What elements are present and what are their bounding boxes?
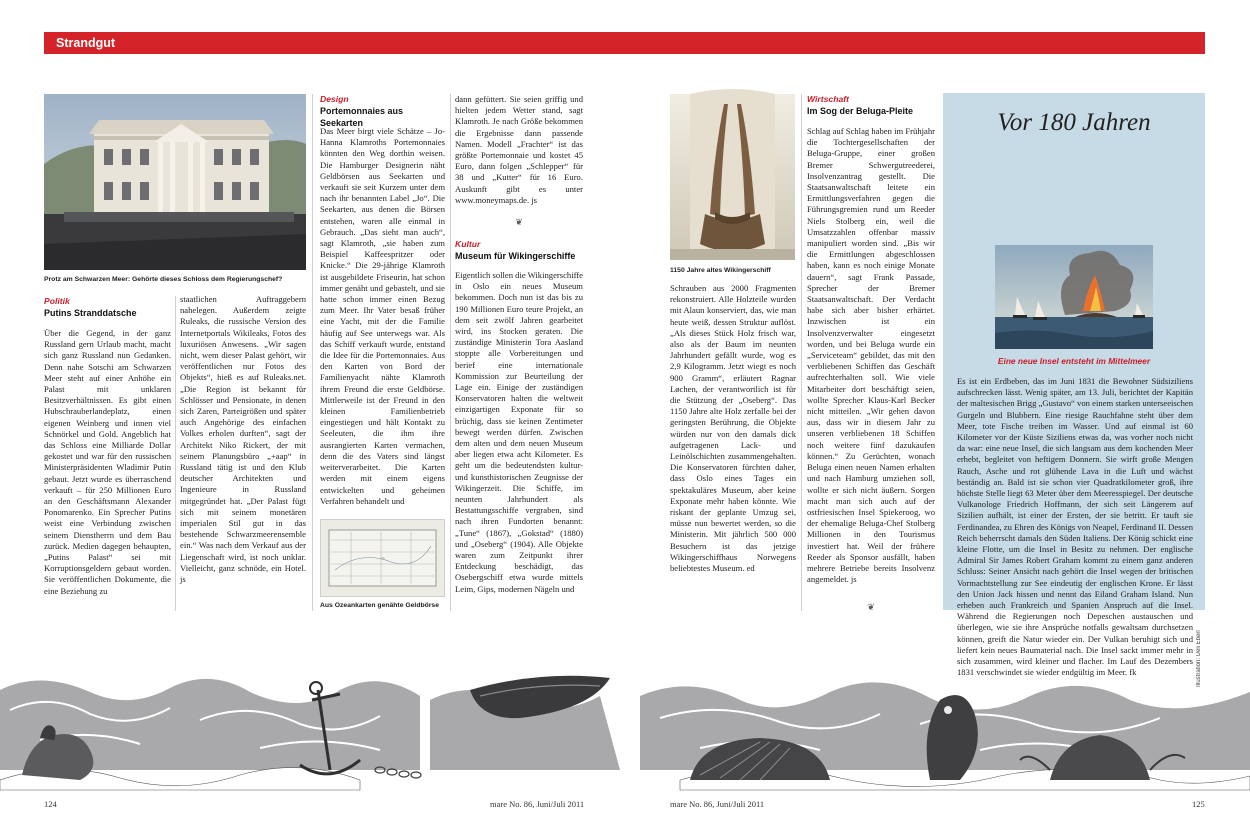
right-issue-info: mare No. 86, Juni/Juli 2011 <box>670 799 765 809</box>
sidebar-text <box>957 376 1193 678</box>
wallet-photo-caption: Aus Ozeankarten genähte Geldbörse <box>320 602 439 609</box>
putin-column-1 <box>44 328 171 611</box>
viking-ship-caption: 1150 Jahre altes Wikingerschiff <box>670 267 771 274</box>
kultur-text-2: Schrauben aus 2000 Fragmenten rekonstruiert. Alle Holzteile wurden mit Alaun konserviert, das, wie man heute weiß, dessen Struktur auflöst. „Als dieses Stück Holz frisch war, also als der Baum im neunten Jahrhundert gefällt wurde, wog es 2,9 Kilogramm. Jetzt wiegt es noch 900 Gramm“, erläutert Ragnar Løchen, der verantwortlich ist für die Stützung der „Oseberg“. Das 1150 Jahre alte Holz zerfalle bei der geringsten Berührung, die Objekte würden nur von den damals dick aufgetragenen Lack- und Leinölschichten zusammengehalten. Die Konservatoren fürchten daher, dass Oslo eines Tages ein spektakuläres Museum, aber keine Exponate mehr haben könnte. Wie riskant der geplante Umzug sei, müsse nun bewertet werden, so die Ministerin. Mit jährlich 500 000 Besuchern ist das jetzige Wikingerschiffhaus Norwegens beliebtestes Museum. ed <box>670 283 796 574</box>
wirtschaft-kicker: Wirtschaft <box>807 94 849 104</box>
putin-text-1: Über die Gegend, in der ganz Russland gern Urlaub macht, macht sich ganz Russland nun Gedanken. Denn nahe Sotschi am Schwarzen Meer steht auf einer Anhöhe ein Palast mit unklaren Besitzverhältnissen. Es gibt einen Hubschrauberlandeplatz, einen eigenen Weinberg und innen viel Schnörkel und Gold. Angeblich hat das Schloss eine Milliarde Dollar gekostet und war für den russischen Ministerpräsidenten Wladimir Putin gebaut. Jetzt wurde es überraschend verkauft – für 250 Millionen Euro an den Geschäftsmann Alexander Ponomarenko. Ein Sprecher Putins weist eine Verbindung zwischen seinem Dienstherrn und dem Bau zurück. Medien dagegen behaupten, „Putins Palast“ sei mit Korruptionsgeldern gebaut worden. Sie veröffentlichen Dokumente, die eine Beziehung zu <box>44 328 171 596</box>
volcano-painting <box>995 245 1153 349</box>
section-header <box>44 32 1205 54</box>
putin-text-2: staatlichen Auftraggebern nahelegen. Außerdem zeigte Ruleaks, die russische Version des Internetportals Wikileaks, Fotos des luxuriösen Anwesens. „Wir sagen nicht, wem dieser Palast gehört, wir veröffentlichen nur Fotos des Objekts“, hieß es auf Ruleaks.net. „Die Region ist bekannt für Schlösser und Pensionate, in denen sich Zaren, Parteigrößen und später auch Angehörige des einfachen Volkes erholen durften“, sagt der Architekt Niko Rickert, der mit seinem Planungsbüro „+aap“ in Russland tätig ist und den Klub deutscher Architekten und Ingenieure in Russland mitgegründet hat. „Der Palast fügt sich mit seinem monetären imperialen Stil gut in das bestehende Schwarzmeerensemble ein.“ Was nach dem Verkauf aus der Liegenschaft wird, ist noch unklar. Vielleicht, ganz schnöde, ein Hotel. js <box>180 294 306 585</box>
putin-kicker: Politik <box>44 296 70 306</box>
putin-column-2 <box>180 294 306 611</box>
sidebar-caption: Eine neue Insel entsteht im Mittelmeer <box>997 356 1151 366</box>
kultur-column-2 <box>670 283 796 611</box>
kultur-kicker: Kultur <box>455 239 481 249</box>
column-divider <box>450 94 451 611</box>
design-column-1 <box>320 126 445 509</box>
kultur-headline: Museum für Wikingerschiffe <box>455 251 576 261</box>
illustration-credit: Illustration: Ueli Eberl <box>1196 630 1202 687</box>
design-column-2 <box>455 94 583 209</box>
wirtschaft-column <box>807 126 935 596</box>
section-title: Strandgut <box>56 36 116 50</box>
palace-photo-caption: Protz am Schwarzen Meer: Gehörte dieses Schloss dem Regierungschef? <box>44 276 283 283</box>
article-separator: ❦ <box>515 217 523 227</box>
kultur-article <box>455 239 583 266</box>
right-page-number: 125 <box>1192 799 1205 809</box>
palace-photo <box>44 94 306 270</box>
left-page-number: 124 <box>44 799 57 809</box>
column-divider <box>175 296 176 611</box>
wirtschaft-article <box>807 94 935 121</box>
design-headline: Portemonnaies aus Seekarten <box>320 106 404 128</box>
column-divider <box>801 94 802 611</box>
left-issue-info: mare No. 86, Juni/Juli 2011 <box>490 799 585 809</box>
column-divider <box>312 94 313 611</box>
kultur-text-1: Eigentlich sollen die Wikingerschiffe in Oslo ein neues Museum bekommen. Doch nun ist das bis zu 190 Millionen Euro teure Projekt, an dem seit zwölf Jahren gearbeitet wird, ins Stocken geraten. Die zuständige Ministerin Tora Aasland stoppte alle Vorbereitungen und berief eine internationale Kommission zur Beurteilung der Lage ein. Einige der zuständigen Konservatoren halten die weltweit einzigartigen Exponate für so brüchig, dass sie keinen Zentimeter bewegt werden dürfen. Zwischen dem alten und dem neuen Museum aber liegen etwa acht Kilometer. Es geht um die bedeutendsten kultur- und kunsthistorischen Zeugnisse der Wikingerzeit. Die Schiffe, im neunten Jahrhundert als Bestattungsschiffe vergraben, sind nach ihren Fundorten benannt: „Tune“ (1867), „Gokstad“ (1880) und „Oseberg“ (1904). Alle Objekte waren zum Zeitpunkt ihrer Entdeckung beschädigt, das Osebergschiff etwa wurde mittels Leim, Gips, modernen Nägeln und <box>455 270 583 594</box>
viking-ship-photo <box>670 94 795 260</box>
putin-headline: Putins Stranddatsche <box>44 308 137 318</box>
sea-creatures-illustration <box>0 630 1250 790</box>
article-separator: ❦ <box>867 602 875 612</box>
svg-text:~: ~ <box>381 556 385 562</box>
sidebar-body: Es ist ein Erdbeben, das im Juni 1831 die Bewohner Südsiziliens aufschrecken lässt. Wenig später, am 13. Juli, berichtet der Kapitän der maltesischen Brigg „Gustavo“ von einem starken unterseeischen Gurgeln und Blubbern. Eine riesige Rauchfahne steht über dem Meer, tote Fische treiben im Wasser. Und auf einmal ist 60 Kilometer vor der Küste Siziliens etwas da, was vorher noch nicht da war: eine neue Insel, die sich langsam aus dem kochenden Meer erhebt, begleitet von heftigem Donnern. Sie wirft große Mengen Rauch, Asche und rot glühende Lava in die Luft und wächst beständig an. Bald ist sie schon vier Quadratkilometer groß, ihre höchste Stelle liegt 63 Meter über dem Meeresspiegel. Der deutsche Vulkanologe Friedrich Hoffmann, der sich seit Längerem auf Sizilien aufhält, ist einer der Ersten, der sie betritt. Er tauft sie Ferdinandea, zu Ehren des Königs von Neapel, Ferdinand II. Dessen Reich beherrscht damals den Süden Italiens. Der König schickt eine kleine Flotte, um die Insel in Besitz zu nehmen. Der englische Admiral Sir James Robert Graham kommt zu einem ganz anderen Schluss: Seiner Ansicht nach gehört die Insel wegen der britischen Vormachtstellung zur See eindeutig der englischen Krone. Er lässt den Union Jack hissen und nennt das Eiland Graham Island. Nun erheben auch Frankreich und Spanien Anspruch auf die Insel. Während die Regierungen noch Depeschen austauschen und überlegen, wie sie ihre Ansprüche notfalls gewaltsam durchsetzen können, greift die Natur wieder ein. Der Vulkan beruhigt sich und liefert kein neues Baumaterial nach. Die Insel sackt immer mehr in sich zusammen, wird kleiner und flacher. Im Lauf des Dezembers 1831 verschwindet sie wieder endgültig im Meer. fk <box>957 376 1193 678</box>
sidebar-title: Vor 180 Jahren <box>997 109 1151 136</box>
design-text-1: Das Meer birgt viele Schätze – Jo-Hanna Klamroths Portemonnaies könnten den Weg dorthin weisen. Die Hamburger Designerin näht Geldbörsen aus Seekarten und verkauft sie seit Kurzem unter dem nach ihr benannten Label „Jo“. Die Seekarten, aus denen die Börsen entstehen, waren alle einmal in Gebrauch. „Das sieht man auch“, sagt Klamroth, „sie haben zum Beispiel Kaffeespritzer oder Knicke.“ Die 29-jährige Klamroth ist ausgebildete Friseurin, hat schon immer genäht und gebastelt, und sie hatte schon immer einen Bezug zum Meer. Ihr Vater besaß früher eine Yacht, mit der die Familie häufig auf See unterwegs war. Als das Schiff verkauft wurde, entstand die Idee für die Portemonnaies. Aus den Karten von Bord der Familienyacht nähte Klamroth ihrem Freund die erste Geldbörse. Mittlerweile ist der Freund in den kleinen Familienbetrieb eingestiegen und hält Kontakt zu Seeleuten, die ihm ihre ausrangierten Karten vermachen, denn die des Vaters sind längst weiterverarbeitet. Die Karten werden mit einem eigens entwickelten und geheimen Verfahren behandelt und <box>320 126 445 506</box>
design-text-2: dann gefüttert. Sie seien griffig und hielten jedem Wetter stand, sagt Klamroth. Je nach Größe bekommen die Ergebnisse dann passende Namen. Modell „Frachter“ ist das größte Portemonnaie und kostet 45 Euro, dann folgen „Schlepper“ für 38 und „Kutter“ für 16 Euro. Auskunft gibt es unter www.moneymaps.de. js <box>455 94 583 205</box>
design-kicker: Design <box>320 94 349 104</box>
wirtschaft-headline: Im Sog der Beluga-Pleite <box>807 106 914 116</box>
wirtschaft-text: Schlag auf Schlag haben im Frühjahr die Tochtergesellschaften der Beluga-Gruppe, einer großen Bremer Schwergutreederei, Insolvenzantrag gestellt. Die Staatsanwaltschaft leitete ein Ermittlungsverfahren gegen die Führungsgremien rund um Reeder Niels Stolberg ein, weil die Umsatzzahlen offenbar massiv manipuliert worden sind. „Bis wir die Ermittlungen abgeschlossen haben, kann es noch einige Monate dauern“, sagt Frank Passade, Sprecher der Bremer Staatsanwaltschaft. Der Verdacht habe sich aber bisher erhärtet. Inzwischen ist ein Insolvenzverwalter eingesetzt worden, und bei Beluga wurde ein „Serviceteam“ gebildet, das mit den verbliebenen Schiffen das Geschäft aufrechterhalten soll. Wie viele Mitarbeiter dort beschäftigt seien, wollte Sprecher Klaus-Karl Becker nicht mitteilen. „Wir gehen davon aus, dass wir in diesem Jahr zu unseren verbliebenen 18 Schiffen noch weitere fünf dazukaufen können.“ Zu Gerüchten, wonach Beluga einen neuen Namen erhalten und nach Hamburg umziehen soll, wollte er sich nicht äußern. Sorgen macht man sich auch auf der ostfriesischen Insel Spiekeroog, wo der ehemalige Beluga-Chef Stolberg Millionen in den Tourismus investiert hat. Weil der frühere Reeder als Sponsor ausfällt, haben mehrere Betriebe bereits Insolvenz angemeldet. js <box>807 126 935 585</box>
kultur-column-1 <box>455 270 583 611</box>
wallet-photo <box>320 519 445 597</box>
